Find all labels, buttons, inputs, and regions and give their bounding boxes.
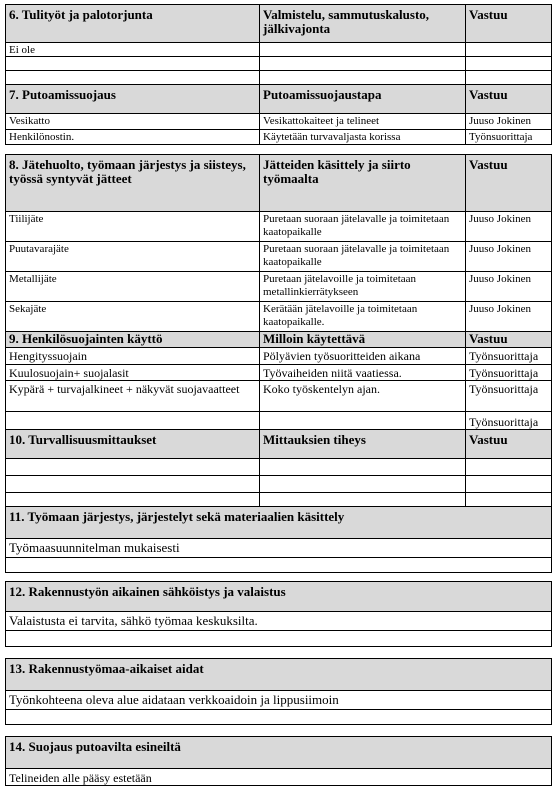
section-9-col3-header: Vastuu bbox=[465, 332, 552, 347]
table-cell: Koko työskentelyn ajan. bbox=[259, 381, 465, 411]
section-8-title: 8. Jätehuolto, työmaan järjestys ja siisteys, työssä syntyvät jätteet bbox=[5, 155, 259, 211]
table-cell bbox=[259, 43, 465, 56]
section-7-col2-header: Putoamissuojaustapa bbox=[259, 85, 465, 113]
table-cell bbox=[465, 71, 552, 84]
table-cell: Juuso Jokinen bbox=[465, 242, 552, 271]
table-cell bbox=[5, 71, 259, 84]
table-row bbox=[5, 538, 552, 557]
section-14-header bbox=[5, 736, 552, 768]
table-cell: Telineiden alle pääsy estetään bbox=[5, 769, 552, 785]
table-row bbox=[5, 475, 552, 492]
section-11-header bbox=[5, 506, 552, 538]
section-7-title: 7. Putoamissuojaus bbox=[5, 85, 259, 113]
table-cell: Työnsuorittaja bbox=[465, 412, 552, 429]
table-cell bbox=[259, 476, 465, 492]
table-row bbox=[5, 271, 552, 301]
table-cell bbox=[259, 459, 465, 475]
table-row bbox=[5, 709, 552, 725]
table-cell: Kerätään jätelavoille ja toimitetaan kaatopaikalle. bbox=[259, 302, 465, 331]
table-cell: Valaistusta ei tarvita, sähkö työmaa keskuksilta. bbox=[5, 612, 552, 630]
table-cell: Hengityssuojain bbox=[5, 348, 259, 364]
table-row bbox=[5, 113, 552, 129]
table-row bbox=[5, 364, 552, 380]
section-10-col3-header: Vastuu bbox=[465, 430, 552, 458]
section-13-header bbox=[5, 658, 552, 690]
table-cell bbox=[259, 412, 465, 429]
table-row bbox=[5, 129, 552, 145]
table-cell: Juuso Jokinen bbox=[465, 212, 552, 241]
table-cell: Tiilijäte bbox=[5, 212, 259, 241]
table-cell: Juuso Jokinen bbox=[465, 272, 552, 301]
section-13-title: 13. Rakennustyömaa-aikaiset aidat bbox=[5, 659, 552, 690]
table-row bbox=[5, 42, 552, 56]
table-cell bbox=[465, 476, 552, 492]
table-cell bbox=[5, 412, 259, 429]
table-row bbox=[5, 690, 552, 709]
table-row bbox=[5, 301, 552, 331]
section-10-title: 10. Turvallisuusmittaukset bbox=[5, 430, 259, 458]
table-row bbox=[5, 768, 552, 786]
section-10-col2-header: Mittauksien tiheys bbox=[259, 430, 465, 458]
table-cell: Käytetään turvavaljasta korissa bbox=[259, 130, 465, 144]
table-cell bbox=[5, 476, 259, 492]
section-10-header bbox=[5, 429, 552, 458]
table-cell: Vesikatto bbox=[5, 114, 259, 129]
table-cell: Juuso Jokinen bbox=[465, 302, 552, 331]
table-cell bbox=[465, 57, 552, 70]
table-cell: Työnkohteena oleva alue aidataan verkkoaidoin ja lippusiimoin bbox=[5, 691, 552, 709]
section-9-title: 9. Henkilösuojainten käyttö bbox=[5, 332, 259, 347]
table-cell: Työnsuorittaja bbox=[465, 381, 552, 411]
table-cell: Metallijäte bbox=[5, 272, 259, 301]
table-row bbox=[5, 630, 552, 647]
section-12-title: 12. Rakennustyön aikainen sähköistys ja valaistus bbox=[5, 582, 552, 611]
section-11-title: 11. Työmaan järjestys, järjestelyt sekä materiaalien käsittely bbox=[5, 507, 552, 538]
table-cell bbox=[259, 57, 465, 70]
section-12-header bbox=[5, 581, 552, 611]
section-6-title: 6. Tulityöt ja palotorjunta bbox=[5, 5, 259, 42]
table-cell: Sekajäte bbox=[5, 302, 259, 331]
table-cell bbox=[5, 459, 259, 475]
section-8-header bbox=[5, 154, 552, 211]
table-cell: Työmaasuunnitelman mukaisesti bbox=[5, 539, 552, 557]
table-cell: Puretaan suoraan jätelavalle ja toimitetaan kaatopaikalle bbox=[259, 212, 465, 241]
table-cell: Puretaan suoraan jätelavalle ja toimitetaan kaatopaikalle bbox=[259, 242, 465, 271]
table-cell bbox=[5, 710, 552, 724]
table-row bbox=[5, 211, 552, 241]
table-cell: Pölyävien työsuoritteiden aikana bbox=[259, 348, 465, 364]
table-cell: Kypärä + turvajalkineet + näkyvät suojavaatteet bbox=[5, 381, 259, 411]
section-6-col2-header: Valmistelu, sammutuskalusto, jälkivajonta bbox=[259, 5, 465, 42]
section-14-title: 14. Suojaus putoavilta esineiltä bbox=[5, 737, 552, 768]
table-row bbox=[5, 611, 552, 630]
table-row bbox=[5, 56, 552, 70]
table-cell bbox=[259, 71, 465, 84]
section-6-header bbox=[5, 4, 552, 42]
table-cell: Työnsuorittaja bbox=[465, 130, 552, 144]
section-8-col2-header: Jätteiden käsittely ja siirto työmaalta bbox=[259, 155, 465, 211]
table-row bbox=[5, 380, 552, 411]
section-9-col2-header: Milloin käytettävä bbox=[259, 332, 465, 347]
table-cell bbox=[5, 631, 552, 646]
table-cell: Työnsuorittaja bbox=[465, 348, 552, 364]
table-cell: Juuso Jokinen bbox=[465, 114, 552, 129]
section-7-col3-header: Vastuu bbox=[465, 85, 552, 113]
table-cell: Puretaan jätelavoille ja toimitetaan metallinkierrätykseen bbox=[259, 272, 465, 301]
table-cell bbox=[465, 43, 552, 56]
table-row bbox=[5, 70, 552, 85]
table-cell bbox=[5, 558, 552, 572]
table-cell bbox=[5, 57, 259, 70]
table-row bbox=[5, 411, 552, 429]
section-7-header bbox=[5, 84, 552, 113]
section-6-col3-header: Vastuu bbox=[465, 5, 552, 42]
table-cell: Vesikattokaiteet ja telineet bbox=[259, 114, 465, 129]
table-cell: Henkilönostin. bbox=[5, 130, 259, 144]
table-cell: Kuulosuojain+ suojalasit bbox=[5, 365, 259, 380]
section-9-header bbox=[5, 331, 552, 347]
table-cell bbox=[465, 459, 552, 475]
table-cell: Työvaiheiden niitä vaatiessa. bbox=[259, 365, 465, 380]
table-row bbox=[5, 458, 552, 475]
table-cell: Puutavarajäte bbox=[5, 242, 259, 271]
table-row bbox=[5, 241, 552, 271]
table-cell: Ei ole bbox=[5, 43, 259, 56]
table-row bbox=[5, 557, 552, 573]
section-8-col3-header: Vastuu bbox=[465, 155, 552, 211]
table-row bbox=[5, 347, 552, 364]
table-cell: Työnsuorittaja bbox=[465, 365, 552, 380]
